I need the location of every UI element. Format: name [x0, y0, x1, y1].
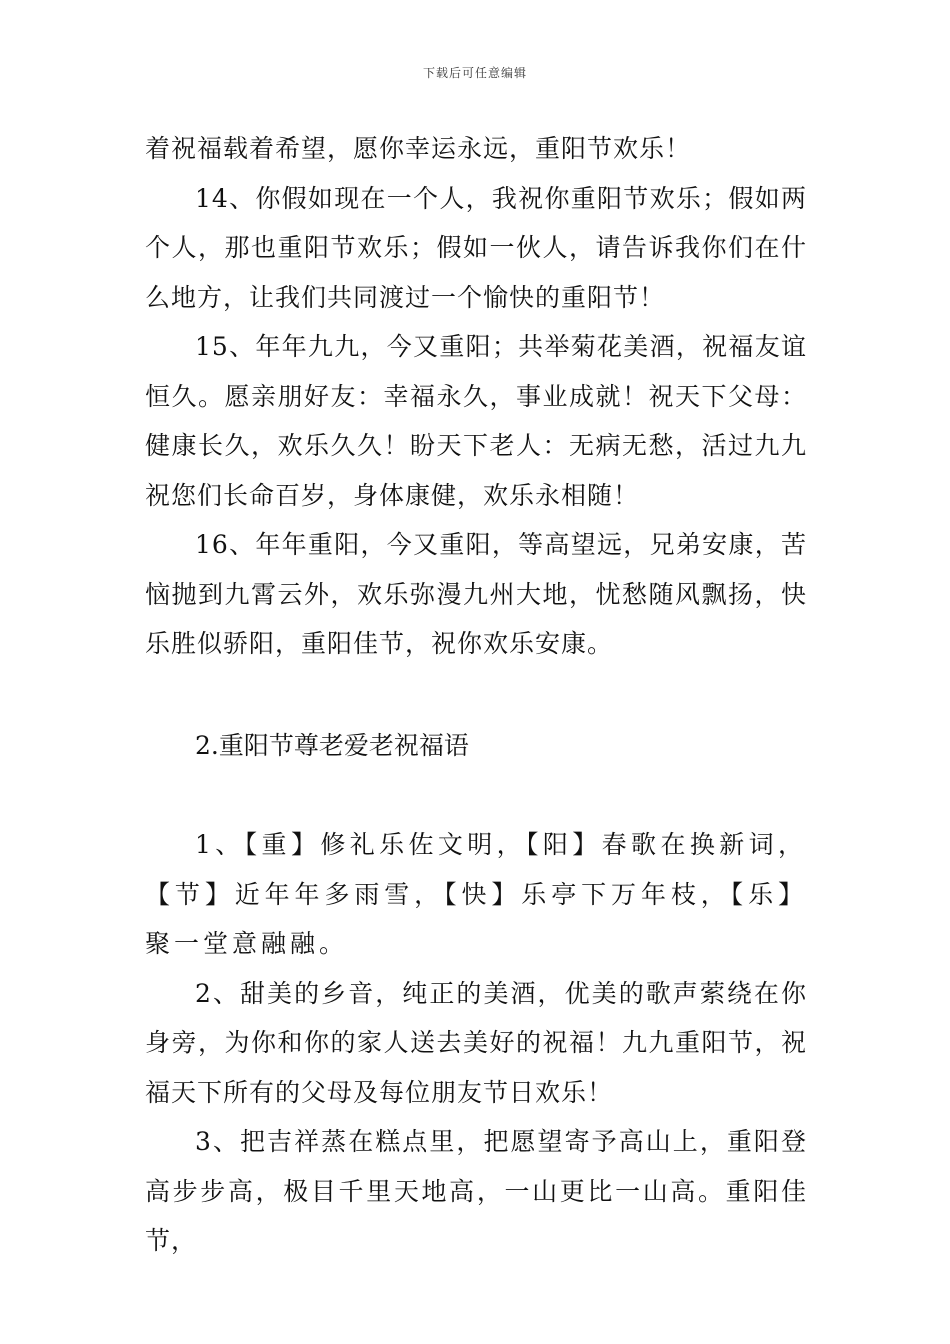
paragraph-14: 14、你假如现在一个人，我祝你重阳节欢乐；假如两个人，那也重阳节欢乐；假如一伙人，请告诉我你们在什么地方，让我们共同渡过一个愉快的重阳节！ [145, 183, 807, 312]
section-item-2: 2、甜美的乡音，纯正的美酒，优美的歌声萦绕在你身旁，为你和你的家人送去美好的祝福！九九重阳节，祝福天下所有的父母及每位朋友节日欢乐！ [145, 978, 807, 1107]
section-item-3: 3、把吉祥蒸在糕点里，把愿望寄予高山上，重阳登高步步高，极目千里天地高，一山更比一山高。重阳佳节， [145, 1127, 807, 1255]
section-heading: 2.重阳节尊老爱老祝福语 [195, 730, 469, 760]
paragraph-15: 15、年年九九，今又重阳；共举菊花美酒，祝福友谊恒久。愿亲朋好友：幸福永久，事业成就！祝天下父母：健康长久，欢乐久久！盼天下老人：无病无愁，活过九九祝您们长命百岁，身体康健，欢乐永相随！ [145, 332, 807, 510]
paragraph-13-continuation: 着祝福载着希望，愿你幸运永远，重阳节欢乐！ [145, 134, 692, 163]
page-header-note: 下载后可任意编辑 [422, 66, 527, 80]
paragraph-16: 16、年年重阳，今又重阳，等高望远，兄弟安康，苦恼抛到九霄云外，欢乐弥漫九州大地，忧愁随风飘扬，快乐胜似骄阳，重阳佳节，祝你欢乐安康。 [145, 530, 807, 658]
document-body [145, 124, 807, 1266]
section-item-1: 1、【重】修礼乐佐文明，【阳】春歌在换新词，【节】近年年多雨雪，【快】乐亭下万年枝，【乐】聚一堂意融融。 [145, 830, 807, 958]
